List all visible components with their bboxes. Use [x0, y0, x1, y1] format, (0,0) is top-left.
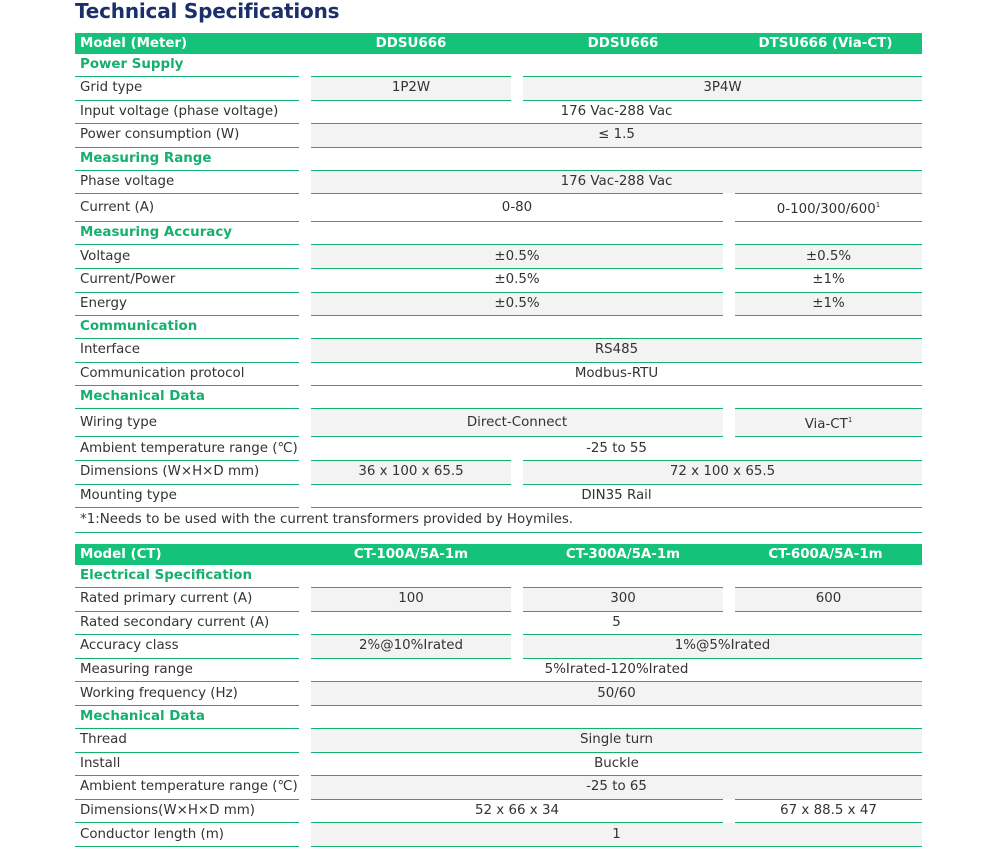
section-header	[75, 222, 922, 245]
spec-value-text: 0-80	[501, 199, 533, 215]
meter-header-0: Model (Meter)	[75, 33, 305, 54]
spec-label: Dimensions (W×H×D mm)	[75, 460, 305, 484]
spec-row	[75, 170, 922, 194]
spec-value-text: 67 x 88.5 x 47	[780, 803, 877, 819]
spec-label: Phase voltage	[75, 170, 305, 194]
spec-value	[305, 170, 922, 194]
section-title: Electrical Specification	[75, 565, 922, 588]
spec-value-text: 5%Irated-120%Irated	[544, 662, 689, 678]
spec-label: Dimensions(W×H×D mm)	[75, 799, 305, 823]
spec-row	[75, 752, 922, 776]
spec-label: Mounting type	[75, 484, 305, 508]
spec-value-text: 1P2W	[391, 80, 431, 96]
spec-value-text: -25 to 55	[586, 440, 647, 456]
ct-header-3: CT-600A/5A-1m	[729, 544, 922, 565]
spec-value-text: ≤ 1.5	[598, 127, 635, 143]
spec-value	[729, 799, 922, 823]
spec-value-text: Via-CT	[804, 417, 848, 433]
spec-value-text: ±0.5%	[805, 248, 852, 264]
section-header	[75, 705, 922, 728]
spec-value	[305, 437, 922, 461]
spec-value	[305, 588, 517, 612]
spec-value	[305, 682, 922, 706]
spec-row	[75, 635, 922, 659]
spec-row	[75, 409, 922, 437]
spec-value-text: ±1%	[812, 295, 845, 311]
footnote-mark: 1	[847, 416, 853, 425]
spec-label: Accuracy class	[75, 635, 305, 659]
spec-row	[75, 728, 922, 752]
spec-row	[75, 194, 922, 222]
spec-row	[75, 292, 922, 316]
meter-header-3: DTSU666 (Via-CT)	[729, 33, 922, 54]
spec-value-text: 100	[398, 591, 424, 607]
spec-value	[305, 292, 729, 316]
page-title: Technical Specifications	[75, 0, 340, 23]
spec-row	[75, 77, 922, 101]
spec-value-text: -25 to 65	[586, 779, 647, 795]
spec-row	[75, 588, 922, 612]
spec-value-text: ±1%	[812, 272, 845, 288]
ct-header-2: CT-300A/5A-1m	[517, 544, 729, 565]
section-title: Communication	[75, 316, 922, 339]
ct-header-0: Model (CT)	[75, 544, 305, 565]
spec-value	[305, 409, 729, 437]
spec-row	[75, 437, 922, 461]
section-header	[75, 565, 922, 588]
spec-value-text: 5	[612, 614, 621, 630]
spec-value	[517, 635, 922, 659]
spec-value-text: 36 x 100 x 65.5	[358, 464, 464, 480]
spec-value	[729, 292, 922, 316]
spec-value	[305, 752, 922, 776]
spec-row	[75, 682, 922, 706]
spec-value-text: Direct-Connect	[466, 414, 568, 430]
section-title: Measuring Accuracy	[75, 222, 922, 245]
spec-value-text: Modbus-RTU	[574, 366, 659, 382]
spec-label: Voltage	[75, 245, 305, 269]
spec-row	[75, 268, 922, 292]
footnote-row	[75, 508, 922, 533]
spec-label: Communication protocol	[75, 362, 305, 386]
spec-value	[305, 100, 922, 124]
spec-value	[305, 460, 517, 484]
spec-label: Conductor length (m)	[75, 823, 305, 847]
spec-value	[305, 77, 517, 101]
spec-value	[305, 245, 729, 269]
meter-spec-body	[75, 33, 922, 533]
spec-value-text: ±0.5%	[494, 272, 540, 288]
spec-label: Current (A)	[75, 194, 305, 222]
spec-value	[305, 124, 922, 148]
spec-label: Measuring range	[75, 658, 305, 682]
spec-value-text: Single turn	[580, 732, 653, 748]
ct-header-1: CT-100A/5A-1m	[305, 544, 517, 565]
spec-row	[75, 776, 922, 800]
spec-value-text: 72 x 100 x 65.5	[669, 464, 776, 480]
spec-value-text: DIN35 Rail	[581, 487, 652, 503]
spec-value-text: 176 Vac-288 Vac	[560, 103, 673, 119]
spec-value-text: 600	[815, 591, 842, 607]
footnote-mark: 1	[875, 201, 881, 210]
spec-row	[75, 460, 922, 484]
section-title: Mechanical Data	[75, 386, 922, 409]
spec-label: Thread	[75, 728, 305, 752]
spec-value-text: 0-100/300/600	[776, 202, 876, 218]
spec-value-text: 1	[612, 826, 621, 842]
spec-value	[305, 776, 922, 800]
section-title: Mechanical Data	[75, 705, 922, 728]
spec-label: Interface	[75, 339, 305, 363]
meter-header-2: DDSU666	[517, 33, 729, 54]
ct-spec-body	[75, 544, 922, 846]
spec-label: Ambient temperature range (℃)	[75, 776, 305, 800]
spec-label: Rated secondary current (A)	[75, 611, 305, 635]
spec-value	[517, 77, 922, 101]
ct-spec-table	[75, 544, 922, 847]
spec-value-text: 50/60	[597, 685, 636, 701]
meter-spec-table	[75, 33, 922, 533]
spec-row	[75, 124, 922, 148]
spec-value	[305, 658, 922, 682]
spec-label: Energy	[75, 292, 305, 316]
spec-value	[305, 268, 729, 292]
spec-label: Input voltage (phase voltage)	[75, 100, 305, 124]
spec-value	[729, 409, 922, 437]
spec-value	[305, 484, 922, 508]
spec-label: Wiring type	[75, 409, 305, 437]
ct-header-row	[75, 544, 922, 565]
spec-value	[729, 245, 922, 269]
spec-value-text: 1%@5%Irated	[674, 638, 771, 654]
section-header	[75, 386, 922, 409]
spec-row	[75, 100, 922, 124]
spec-value	[517, 588, 729, 612]
spec-value-text: 3P4W	[703, 80, 742, 96]
spec-value	[729, 268, 922, 292]
spec-row	[75, 339, 922, 363]
spec-value-text: 2%@10%Irated	[358, 638, 464, 654]
spec-value	[305, 339, 922, 363]
spec-value-text: 52 x 66 x 34	[475, 803, 559, 819]
spec-label: Power consumption (W)	[75, 124, 305, 148]
footnote-text: *1:Needs to be used with the current transformers provided by Hoymiles.	[75, 508, 922, 533]
spec-value	[729, 194, 922, 222]
spec-row	[75, 362, 922, 386]
spec-value-text: ±0.5%	[494, 248, 540, 264]
spec-value-text: Buckle	[594, 755, 639, 771]
section-header	[75, 316, 922, 339]
spec-label: Ambient temperature range (℃)	[75, 437, 305, 461]
section-header	[75, 54, 922, 77]
spec-row	[75, 823, 922, 847]
section-title: Measuring Range	[75, 147, 922, 170]
spec-value	[305, 635, 517, 659]
spec-label: Install	[75, 752, 305, 776]
spec-value-text: 176 Vac-288 Vac	[560, 174, 673, 190]
section-header	[75, 147, 922, 170]
spec-row	[75, 799, 922, 823]
spec-value	[517, 460, 922, 484]
spec-label: Working frequency (Hz)	[75, 682, 305, 706]
spec-value-text: ±0.5%	[494, 295, 540, 311]
spec-value-text: 300	[610, 591, 636, 607]
spec-value	[305, 799, 729, 823]
spec-value	[729, 588, 922, 612]
section-title: Power Supply	[75, 54, 922, 77]
spec-value	[305, 823, 922, 847]
meter-header-1: DDSU666	[305, 33, 517, 54]
meter-header-row	[75, 33, 922, 54]
spec-row	[75, 611, 922, 635]
spec-label: Grid type	[75, 77, 305, 101]
spec-value	[305, 194, 729, 222]
spec-row	[75, 658, 922, 682]
spec-label: Rated primary current (A)	[75, 588, 305, 612]
spec-value	[305, 362, 922, 386]
spec-label: Current/Power	[75, 268, 305, 292]
spec-row	[75, 245, 922, 269]
spec-value-text: RS485	[594, 342, 639, 358]
spec-value	[305, 611, 922, 635]
spec-row	[75, 484, 922, 508]
spec-value	[305, 728, 922, 752]
